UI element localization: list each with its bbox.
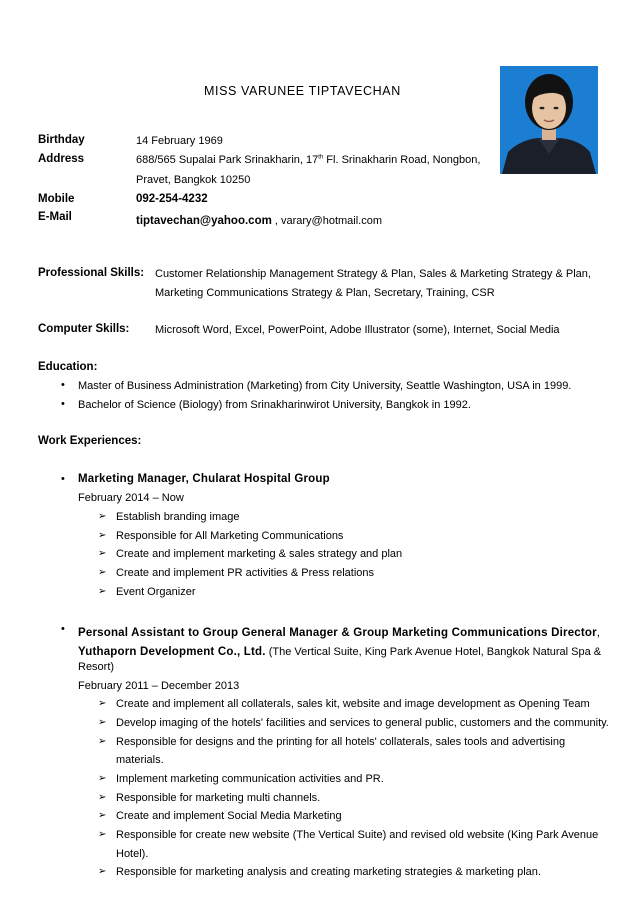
job-duty: Create and implement all collaterals, sales kit, website and image development as Opening Team: [116, 698, 590, 710]
job-period: February 2014 – Now: [78, 492, 184, 504]
email-label: E-Mail: [38, 211, 72, 223]
job-duty: Create and implement PR activities & Press relations: [116, 567, 374, 579]
mobile-label: Mobile: [38, 193, 75, 205]
job-company-note-line-2: Resort): [78, 661, 115, 673]
job-duty: Develop imaging of the hotels' facilities and services to general public, customers and the community.: [116, 717, 609, 729]
education-item: Bachelor of Science (Biology) from Srinakharinwirot University, Bangkok in 1992.: [78, 399, 471, 411]
arrow-bullet-icon: ➢: [98, 829, 107, 840]
job-duty: Responsible for create new website (The Vertical Suite) and revised old website (King Park Avenue: [116, 829, 599, 841]
job-title: Marketing Manager, Chularat Hospital Group: [78, 473, 330, 485]
job-company: Yuthaporn Development Co., Ltd.: [78, 646, 266, 658]
arrow-bullet-icon: ➢: [98, 866, 107, 877]
professional-skills-label: Professional Skills:: [38, 267, 145, 279]
job-duty: Responsible for designs and the printing for all hotels' collaterals, sales tools and advertising: [116, 736, 566, 748]
arrow-bullet-icon: ➢: [98, 810, 107, 821]
address-line-1: [136, 154, 480, 166]
education-label: Education:: [38, 361, 98, 373]
job-period: February 2011 – December 2013: [78, 680, 240, 692]
arrow-bullet-icon: ➢: [98, 511, 107, 522]
education-item: Master of Business Administration (Marketing) from City University, Seattle Washington, USA in 1999.: [78, 380, 572, 392]
arrow-bullet-icon: ➢: [98, 548, 107, 559]
job-duty: Responsible for All Marketing Communications: [116, 530, 344, 542]
address-superscript: th: [318, 154, 324, 161]
email-primary: tiptavechan@yahoo.com: [136, 215, 272, 227]
professional-skills-line-2: Marketing Communications Strategy & Plan, Secretary, Training, CSR: [155, 287, 495, 299]
arrow-bullet-icon: ➢: [98, 698, 107, 709]
job-duty-continuation: materials.: [116, 754, 164, 766]
job-duty: Establish branding image: [116, 511, 240, 523]
arrow-bullet-icon: ➢: [98, 792, 107, 803]
job-bullet: [61, 473, 65, 485]
education-bullet: [61, 398, 65, 410]
birthday-value: 14 February 1969: [136, 135, 223, 147]
job-company-line: [78, 642, 601, 660]
email-values: [136, 211, 382, 229]
computer-skills-label: Computer Skills:: [38, 323, 130, 335]
job-duty: Responsible for marketing multi channels.: [116, 792, 321, 804]
profile-photo: [500, 66, 598, 174]
address-label: Address: [38, 153, 85, 165]
address-line-1-b: Fl. Srinakharin Road, Nongbon,: [323, 154, 481, 166]
job-company-note: (The Vertical Suite, King Park Avenue Hotel, Bangkok Natural Spa &: [265, 646, 602, 658]
job-title: Personal Assistant to Group General Manager & Group Marketing Communications Director: [78, 627, 597, 639]
address-line-1-a: 688/565 Supalai Park Srinakharin, 17: [136, 154, 319, 166]
professional-skills-line-1: Customer Relationship Management Strategy & Plan, Sales & Marketing Strategy & Plan,: [155, 268, 591, 280]
job-duty: Create and implement Social Media Marketing: [116, 810, 342, 822]
job-duty: Responsible for marketing analysis and creating marketing strategies & marketing plan.: [116, 866, 541, 878]
education-bullet: [61, 379, 65, 391]
job-duty-continuation: Hotel).: [116, 848, 149, 860]
arrow-bullet-icon: ➢: [98, 773, 107, 784]
arrow-bullet-icon: ➢: [98, 530, 107, 541]
birthday-label: Birthday: [38, 134, 85, 146]
address-line-2: Pravet, Bangkok 10250: [136, 174, 251, 186]
candidate-name: MISS VARUNEE TIPTAVECHAN: [204, 84, 401, 98]
arrow-bullet-icon: ➢: [98, 717, 107, 728]
job-duty: Implement marketing communication activities and PR.: [116, 773, 384, 785]
arrow-bullet-icon: ➢: [98, 567, 107, 578]
job-title-line-1: [78, 623, 600, 641]
arrow-bullet-icon: ➢: [98, 586, 107, 597]
computer-skills-value: Microsoft Word, Excel, PowerPoint, Adobe Illustrator (some), Internet, Social Media: [155, 324, 560, 336]
job-duty: Create and implement marketing & sales strategy and plan: [116, 548, 403, 560]
job-title-suffix: ,: [596, 627, 600, 639]
job-bullet: [61, 623, 65, 635]
work-experience-label: Work Experiences:: [38, 435, 142, 447]
mobile-value: 092-254-4232: [136, 193, 208, 205]
job-duty: Event Organizer: [116, 586, 196, 598]
arrow-bullet-icon: ➢: [98, 736, 107, 747]
email-secondary: , varary@hotmail.com: [271, 215, 383, 227]
